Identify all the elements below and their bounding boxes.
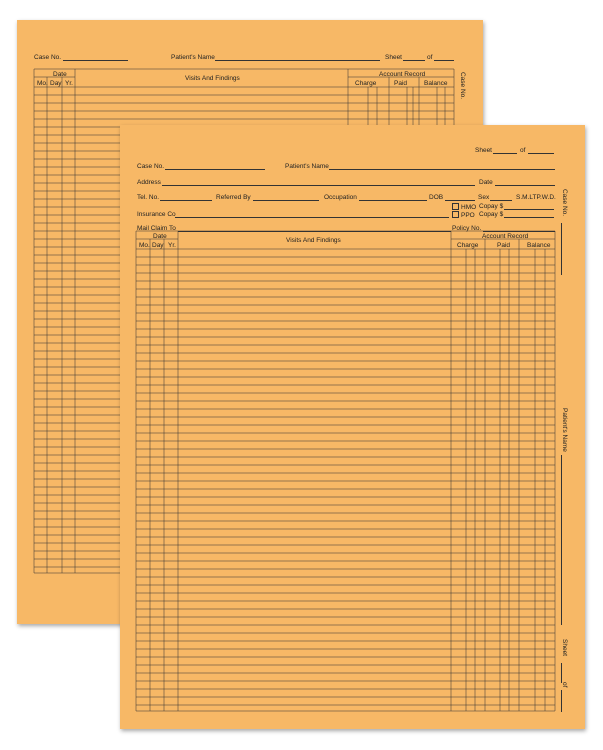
of-label: of (520, 147, 526, 154)
insurance-label: Insurance Co (137, 211, 176, 218)
side-case-no-label: Case No. (459, 72, 466, 100)
dob-label: DOB (429, 194, 444, 201)
day-header: Day (50, 80, 62, 87)
date-header: Date (153, 233, 167, 240)
side-case-no-label: Case No. (561, 189, 568, 217)
side-case-no-line (561, 223, 562, 275)
account-record-header: Account Record (379, 71, 426, 78)
side-patients-name-label: Patient's Name (561, 408, 568, 452)
paid-header: Paid (497, 242, 511, 249)
account-record-header: Account Record (482, 233, 529, 240)
referred-by-label: Referred By (216, 194, 251, 201)
front-ledger-card (120, 125, 585, 729)
sheet-label: Sheet (475, 147, 492, 154)
side-of-label: of (561, 682, 568, 688)
balance-header: Balance (527, 242, 551, 249)
policy-label: Policy No. (452, 225, 482, 232)
balance-header: Balance (424, 80, 448, 87)
sheet-label: Sheet (385, 54, 402, 61)
charge-header: Charge (457, 242, 479, 249)
mo-header: Mo. (139, 242, 150, 249)
paid-header: Paid (394, 80, 408, 87)
address-label: Address (137, 179, 161, 186)
yr-header: Yr. (168, 242, 176, 249)
side-of-line (561, 690, 562, 712)
ppo-label: PPO (461, 212, 475, 219)
copay-label-hmo: Copay $ (479, 203, 504, 210)
occupation-label: Occupation (324, 194, 357, 201)
mail-claim-label: Mail Claim To (137, 225, 176, 232)
tel-label: Tel. No. (137, 194, 160, 201)
side-sheet-label: Sheet (561, 639, 568, 656)
visits-header: Visits And Findings (286, 237, 341, 244)
side-patients-name-line (561, 455, 562, 625)
date-label: Date (479, 179, 493, 186)
patients-name-label: Patient's Name (171, 54, 215, 61)
front-ledger-grid (120, 125, 585, 729)
of-label: of (427, 54, 433, 61)
day-header: Day (152, 242, 164, 249)
case-no-label: Case No. (137, 163, 165, 170)
patients-name-label: Patient's Name (285, 163, 329, 170)
sex-label: Sex (478, 194, 490, 201)
charge-header: Charge (355, 80, 377, 87)
yr-header: Yr. (65, 80, 73, 87)
sex-options: S.M.LTP.W.D. (516, 194, 556, 201)
side-sheet-line (561, 663, 562, 683)
visits-header: Visits And Findings (185, 75, 240, 82)
copay-label-ppo: Copay $ (479, 211, 504, 218)
date-header: Date (53, 71, 67, 78)
mo-header: Mo. (37, 80, 48, 87)
hmo-label: HMO (461, 204, 477, 211)
case-no-label: Case No. (34, 54, 62, 61)
